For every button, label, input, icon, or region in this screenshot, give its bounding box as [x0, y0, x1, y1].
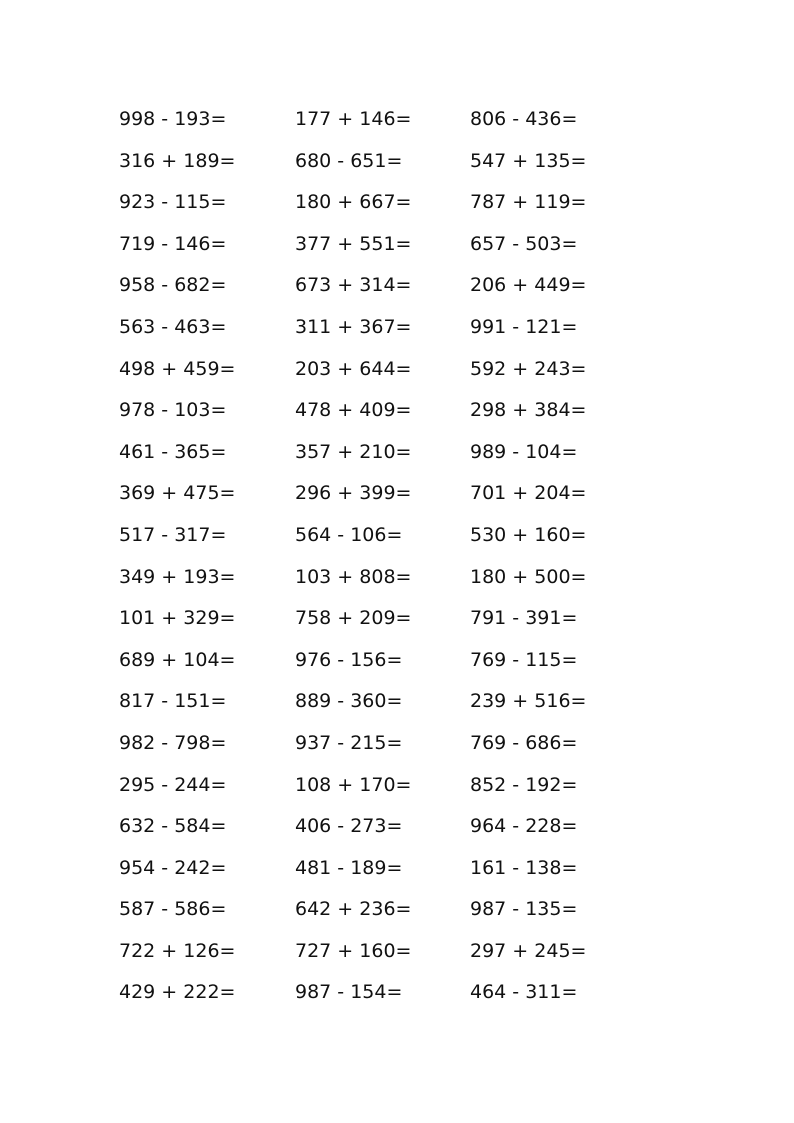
- problem-grid: [119, 104, 630, 1019]
- arithmetic-problem: 657 - 503=: [470, 232, 578, 255]
- arithmetic-problem: 369 + 475=: [119, 482, 236, 505]
- arithmetic-problem: 377 + 551=: [295, 232, 412, 255]
- arithmetic-problem: 316 + 189=: [119, 149, 236, 172]
- arithmetic-problem: 982 - 798=: [119, 731, 227, 754]
- arithmetic-problem: 976 - 156=: [295, 648, 403, 671]
- arithmetic-problem: 297 + 245=: [470, 939, 587, 962]
- arithmetic-problem: 987 - 135=: [470, 898, 578, 921]
- arithmetic-problem: 954 - 242=: [119, 856, 227, 879]
- arithmetic-problem: 406 - 273=: [295, 815, 403, 838]
- arithmetic-problem: 298 + 384=: [470, 399, 587, 422]
- arithmetic-problem: 852 - 192=: [470, 773, 578, 796]
- arithmetic-problem: 239 + 516=: [470, 690, 587, 713]
- arithmetic-problem: 530 + 160=: [470, 523, 587, 546]
- arithmetic-problem: 673 + 314=: [295, 274, 412, 297]
- arithmetic-problem: 727 + 160=: [295, 939, 412, 962]
- arithmetic-problem: 357 + 210=: [295, 440, 412, 463]
- arithmetic-problem: 989 - 104=: [470, 440, 578, 463]
- arithmetic-problem: 296 + 399=: [295, 482, 412, 505]
- arithmetic-problem: 592 + 243=: [470, 357, 587, 380]
- arithmetic-problem: 461 - 365=: [119, 440, 227, 463]
- arithmetic-problem: 177 + 146=: [295, 108, 412, 130]
- arithmetic-problem: 987 - 154=: [295, 981, 403, 1004]
- arithmetic-problem: 978 - 103=: [119, 399, 227, 422]
- arithmetic-problem: 180 + 667=: [295, 191, 412, 214]
- arithmetic-problem: 719 - 146=: [119, 232, 227, 255]
- arithmetic-problem: 563 - 463=: [119, 315, 227, 338]
- arithmetic-problem: 349 + 193=: [119, 565, 236, 588]
- arithmetic-problem: 991 - 121=: [470, 315, 578, 338]
- arithmetic-problem: 517 - 317=: [119, 523, 227, 546]
- arithmetic-problem: 481 - 189=: [295, 856, 403, 879]
- arithmetic-problem: 937 - 215=: [295, 731, 403, 754]
- arithmetic-problem: 206 + 449=: [470, 274, 587, 297]
- arithmetic-problem: 587 - 586=: [119, 898, 227, 921]
- arithmetic-problem: 564 - 106=: [295, 523, 403, 546]
- arithmetic-problem: 769 - 115=: [470, 648, 578, 671]
- arithmetic-problem: 642 + 236=: [295, 898, 412, 921]
- arithmetic-problem: 464 - 311=: [470, 981, 578, 1004]
- arithmetic-problem: 498 + 459=: [119, 357, 236, 380]
- arithmetic-problem: 547 + 135=: [470, 149, 587, 172]
- arithmetic-problem: 103 + 808=: [295, 565, 412, 588]
- arithmetic-problem: 889 - 360=: [295, 690, 403, 713]
- arithmetic-problem: 769 - 686=: [470, 731, 578, 754]
- arithmetic-problem: 722 + 126=: [119, 939, 236, 962]
- arithmetic-problem: 295 - 244=: [119, 773, 227, 796]
- arithmetic-problem: 923 - 115=: [119, 191, 227, 214]
- arithmetic-problem: 758 + 209=: [295, 607, 412, 630]
- arithmetic-problem: 478 + 409=: [295, 399, 412, 422]
- arithmetic-problem: 180 + 500=: [470, 565, 587, 588]
- arithmetic-problem: 632 - 584=: [119, 815, 227, 838]
- arithmetic-problem: 998 - 193=: [119, 108, 227, 130]
- arithmetic-problem: 701 + 204=: [470, 482, 587, 505]
- arithmetic-problem: 806 - 436=: [470, 108, 578, 130]
- arithmetic-problem: 958 - 682=: [119, 274, 227, 297]
- arithmetic-problem: 964 - 228=: [470, 815, 578, 838]
- arithmetic-problem: 689 + 104=: [119, 648, 236, 671]
- arithmetic-problem: 161 - 138=: [470, 856, 578, 879]
- arithmetic-problem: 101 + 329=: [119, 607, 236, 630]
- arithmetic-problem: 680 - 651=: [295, 149, 403, 172]
- arithmetic-problem: 817 - 151=: [119, 690, 227, 713]
- arithmetic-problem: 203 + 644=: [295, 357, 412, 380]
- arithmetic-problem: 311 + 367=: [295, 315, 412, 338]
- arithmetic-problem: 791 - 391=: [470, 607, 578, 630]
- arithmetic-problem: 429 + 222=: [119, 981, 236, 1004]
- arithmetic-problem: 108 + 170=: [295, 773, 412, 796]
- arithmetic-problem: 787 + 119=: [470, 191, 587, 214]
